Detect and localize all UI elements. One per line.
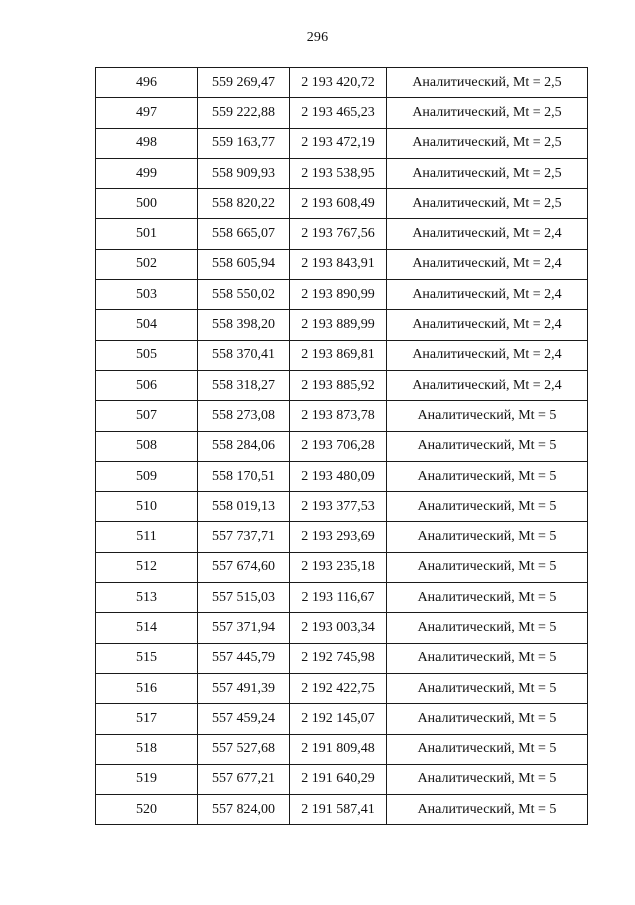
table-row <box>96 583 588 613</box>
x-coordinate-cell: 558 909,93 <box>198 158 290 188</box>
point-number-cell: 504 <box>96 310 198 340</box>
y-coordinate-cell: 2 193 608,49 <box>290 189 387 219</box>
method-cell: Аналитический, Mt = 5 <box>387 795 588 825</box>
table-row <box>96 280 588 310</box>
x-coordinate-cell: 558 170,51 <box>198 461 290 491</box>
point-number-cell: 500 <box>96 189 198 219</box>
method-cell: Аналитический, Mt = 2,4 <box>387 219 588 249</box>
point-number-cell: 512 <box>96 552 198 582</box>
y-coordinate-cell: 2 193 420,72 <box>290 68 387 98</box>
point-number-cell: 509 <box>96 461 198 491</box>
point-number-cell: 506 <box>96 370 198 400</box>
table-row <box>96 128 588 158</box>
y-coordinate-cell: 2 193 890,99 <box>290 280 387 310</box>
y-coordinate-cell: 2 193 885,92 <box>290 370 387 400</box>
method-cell: Аналитический, Mt = 2,5 <box>387 158 588 188</box>
method-cell: Аналитический, Mt = 5 <box>387 643 588 673</box>
y-coordinate-cell: 2 192 745,98 <box>290 643 387 673</box>
y-coordinate-cell: 2 193 116,67 <box>290 583 387 613</box>
point-number-cell: 510 <box>96 492 198 522</box>
x-coordinate-cell: 557 445,79 <box>198 643 290 673</box>
table-row <box>96 219 588 249</box>
point-number-cell: 498 <box>96 128 198 158</box>
x-coordinate-cell: 557 824,00 <box>198 795 290 825</box>
point-number-cell: 503 <box>96 280 198 310</box>
y-coordinate-cell: 2 193 869,81 <box>290 340 387 370</box>
x-coordinate-cell: 557 491,39 <box>198 673 290 703</box>
table-row <box>96 401 588 431</box>
y-coordinate-cell: 2 193 538,95 <box>290 158 387 188</box>
table-row <box>96 704 588 734</box>
x-coordinate-cell: 557 527,68 <box>198 734 290 764</box>
x-coordinate-cell: 557 515,03 <box>198 583 290 613</box>
x-coordinate-cell: 557 737,71 <box>198 522 290 552</box>
point-number-cell: 516 <box>96 673 198 703</box>
x-coordinate-cell: 559 269,47 <box>198 68 290 98</box>
y-coordinate-cell: 2 193 767,56 <box>290 219 387 249</box>
method-cell: Аналитический, Mt = 2,4 <box>387 370 588 400</box>
x-coordinate-cell: 558 284,06 <box>198 431 290 461</box>
method-cell: Аналитический, Mt = 5 <box>387 552 588 582</box>
table-row <box>96 492 588 522</box>
table-row <box>96 98 588 128</box>
method-cell: Аналитический, Mt = 5 <box>387 431 588 461</box>
y-coordinate-cell: 2 191 640,29 <box>290 764 387 794</box>
y-coordinate-cell: 2 193 465,23 <box>290 98 387 128</box>
method-cell: Аналитический, Mt = 5 <box>387 673 588 703</box>
y-coordinate-cell: 2 193 480,09 <box>290 461 387 491</box>
point-number-cell: 513 <box>96 583 198 613</box>
table-row <box>96 795 588 825</box>
method-cell: Аналитический, Mt = 5 <box>387 583 588 613</box>
point-number-cell: 507 <box>96 401 198 431</box>
method-cell: Аналитический, Mt = 2,4 <box>387 340 588 370</box>
table-row <box>96 431 588 461</box>
x-coordinate-cell: 559 163,77 <box>198 128 290 158</box>
point-number-cell: 514 <box>96 613 198 643</box>
y-coordinate-cell: 2 193 235,18 <box>290 552 387 582</box>
table-row <box>96 189 588 219</box>
method-cell: Аналитический, Mt = 5 <box>387 613 588 643</box>
method-cell: Аналитический, Mt = 2,4 <box>387 280 588 310</box>
x-coordinate-cell: 558 550,02 <box>198 280 290 310</box>
x-coordinate-cell: 557 371,94 <box>198 613 290 643</box>
y-coordinate-cell: 2 191 809,48 <box>290 734 387 764</box>
coordinates-table-body <box>96 68 588 825</box>
x-coordinate-cell: 558 370,41 <box>198 340 290 370</box>
y-coordinate-cell: 2 193 377,53 <box>290 492 387 522</box>
table-row <box>96 461 588 491</box>
x-coordinate-cell: 557 459,24 <box>198 704 290 734</box>
method-cell: Аналитический, Mt = 5 <box>387 734 588 764</box>
x-coordinate-cell: 557 674,60 <box>198 552 290 582</box>
y-coordinate-cell: 2 193 706,28 <box>290 431 387 461</box>
point-number-cell: 520 <box>96 795 198 825</box>
y-coordinate-cell: 2 191 587,41 <box>290 795 387 825</box>
table-row <box>96 552 588 582</box>
y-coordinate-cell: 2 192 422,75 <box>290 673 387 703</box>
table-row <box>96 68 588 98</box>
point-number-cell: 497 <box>96 98 198 128</box>
method-cell: Аналитический, Mt = 2,5 <box>387 128 588 158</box>
point-number-cell: 511 <box>96 522 198 552</box>
method-cell: Аналитический, Mt = 2,5 <box>387 98 588 128</box>
point-number-cell: 499 <box>96 158 198 188</box>
y-coordinate-cell: 2 193 873,78 <box>290 401 387 431</box>
method-cell: Аналитический, Mt = 2,5 <box>387 68 588 98</box>
x-coordinate-cell: 558 605,94 <box>198 249 290 279</box>
table-row <box>96 249 588 279</box>
x-coordinate-cell: 558 665,07 <box>198 219 290 249</box>
x-coordinate-cell: 558 820,22 <box>198 189 290 219</box>
point-number-cell: 505 <box>96 340 198 370</box>
y-coordinate-cell: 2 193 293,69 <box>290 522 387 552</box>
method-cell: Аналитический, Mt = 5 <box>387 764 588 794</box>
table-row <box>96 643 588 673</box>
point-number-cell: 501 <box>96 219 198 249</box>
method-cell: Аналитический, Mt = 5 <box>387 461 588 491</box>
table-row <box>96 310 588 340</box>
point-number-cell: 508 <box>96 431 198 461</box>
table-row <box>96 764 588 794</box>
x-coordinate-cell: 558 019,13 <box>198 492 290 522</box>
method-cell: Аналитический, Mt = 2,5 <box>387 189 588 219</box>
method-cell: Аналитический, Mt = 5 <box>387 704 588 734</box>
table-row <box>96 340 588 370</box>
point-number-cell: 502 <box>96 249 198 279</box>
point-number-cell: 518 <box>96 734 198 764</box>
y-coordinate-cell: 2 193 843,91 <box>290 249 387 279</box>
point-number-cell: 515 <box>96 643 198 673</box>
x-coordinate-cell: 558 273,08 <box>198 401 290 431</box>
method-cell: Аналитический, Mt = 2,4 <box>387 249 588 279</box>
x-coordinate-cell: 557 677,21 <box>198 764 290 794</box>
y-coordinate-cell: 2 193 472,19 <box>290 128 387 158</box>
table-row <box>96 734 588 764</box>
method-cell: Аналитический, Mt = 5 <box>387 401 588 431</box>
table-row <box>96 613 588 643</box>
table-row <box>96 370 588 400</box>
point-number-cell: 519 <box>96 764 198 794</box>
point-number-cell: 517 <box>96 704 198 734</box>
y-coordinate-cell: 2 193 003,34 <box>290 613 387 643</box>
x-coordinate-cell: 558 398,20 <box>198 310 290 340</box>
method-cell: Аналитический, Mt = 5 <box>387 492 588 522</box>
table-row <box>96 522 588 552</box>
x-coordinate-cell: 559 222,88 <box>198 98 290 128</box>
y-coordinate-cell: 2 192 145,07 <box>290 704 387 734</box>
method-cell: Аналитический, Mt = 2,4 <box>387 310 588 340</box>
table-row <box>96 158 588 188</box>
point-number-cell: 496 <box>96 68 198 98</box>
page-number: 296 <box>306 30 329 45</box>
y-coordinate-cell: 2 193 889,99 <box>290 310 387 340</box>
x-coordinate-cell: 558 318,27 <box>198 370 290 400</box>
coordinates-table <box>95 67 588 825</box>
table-row <box>96 673 588 703</box>
method-cell: Аналитический, Mt = 5 <box>387 522 588 552</box>
